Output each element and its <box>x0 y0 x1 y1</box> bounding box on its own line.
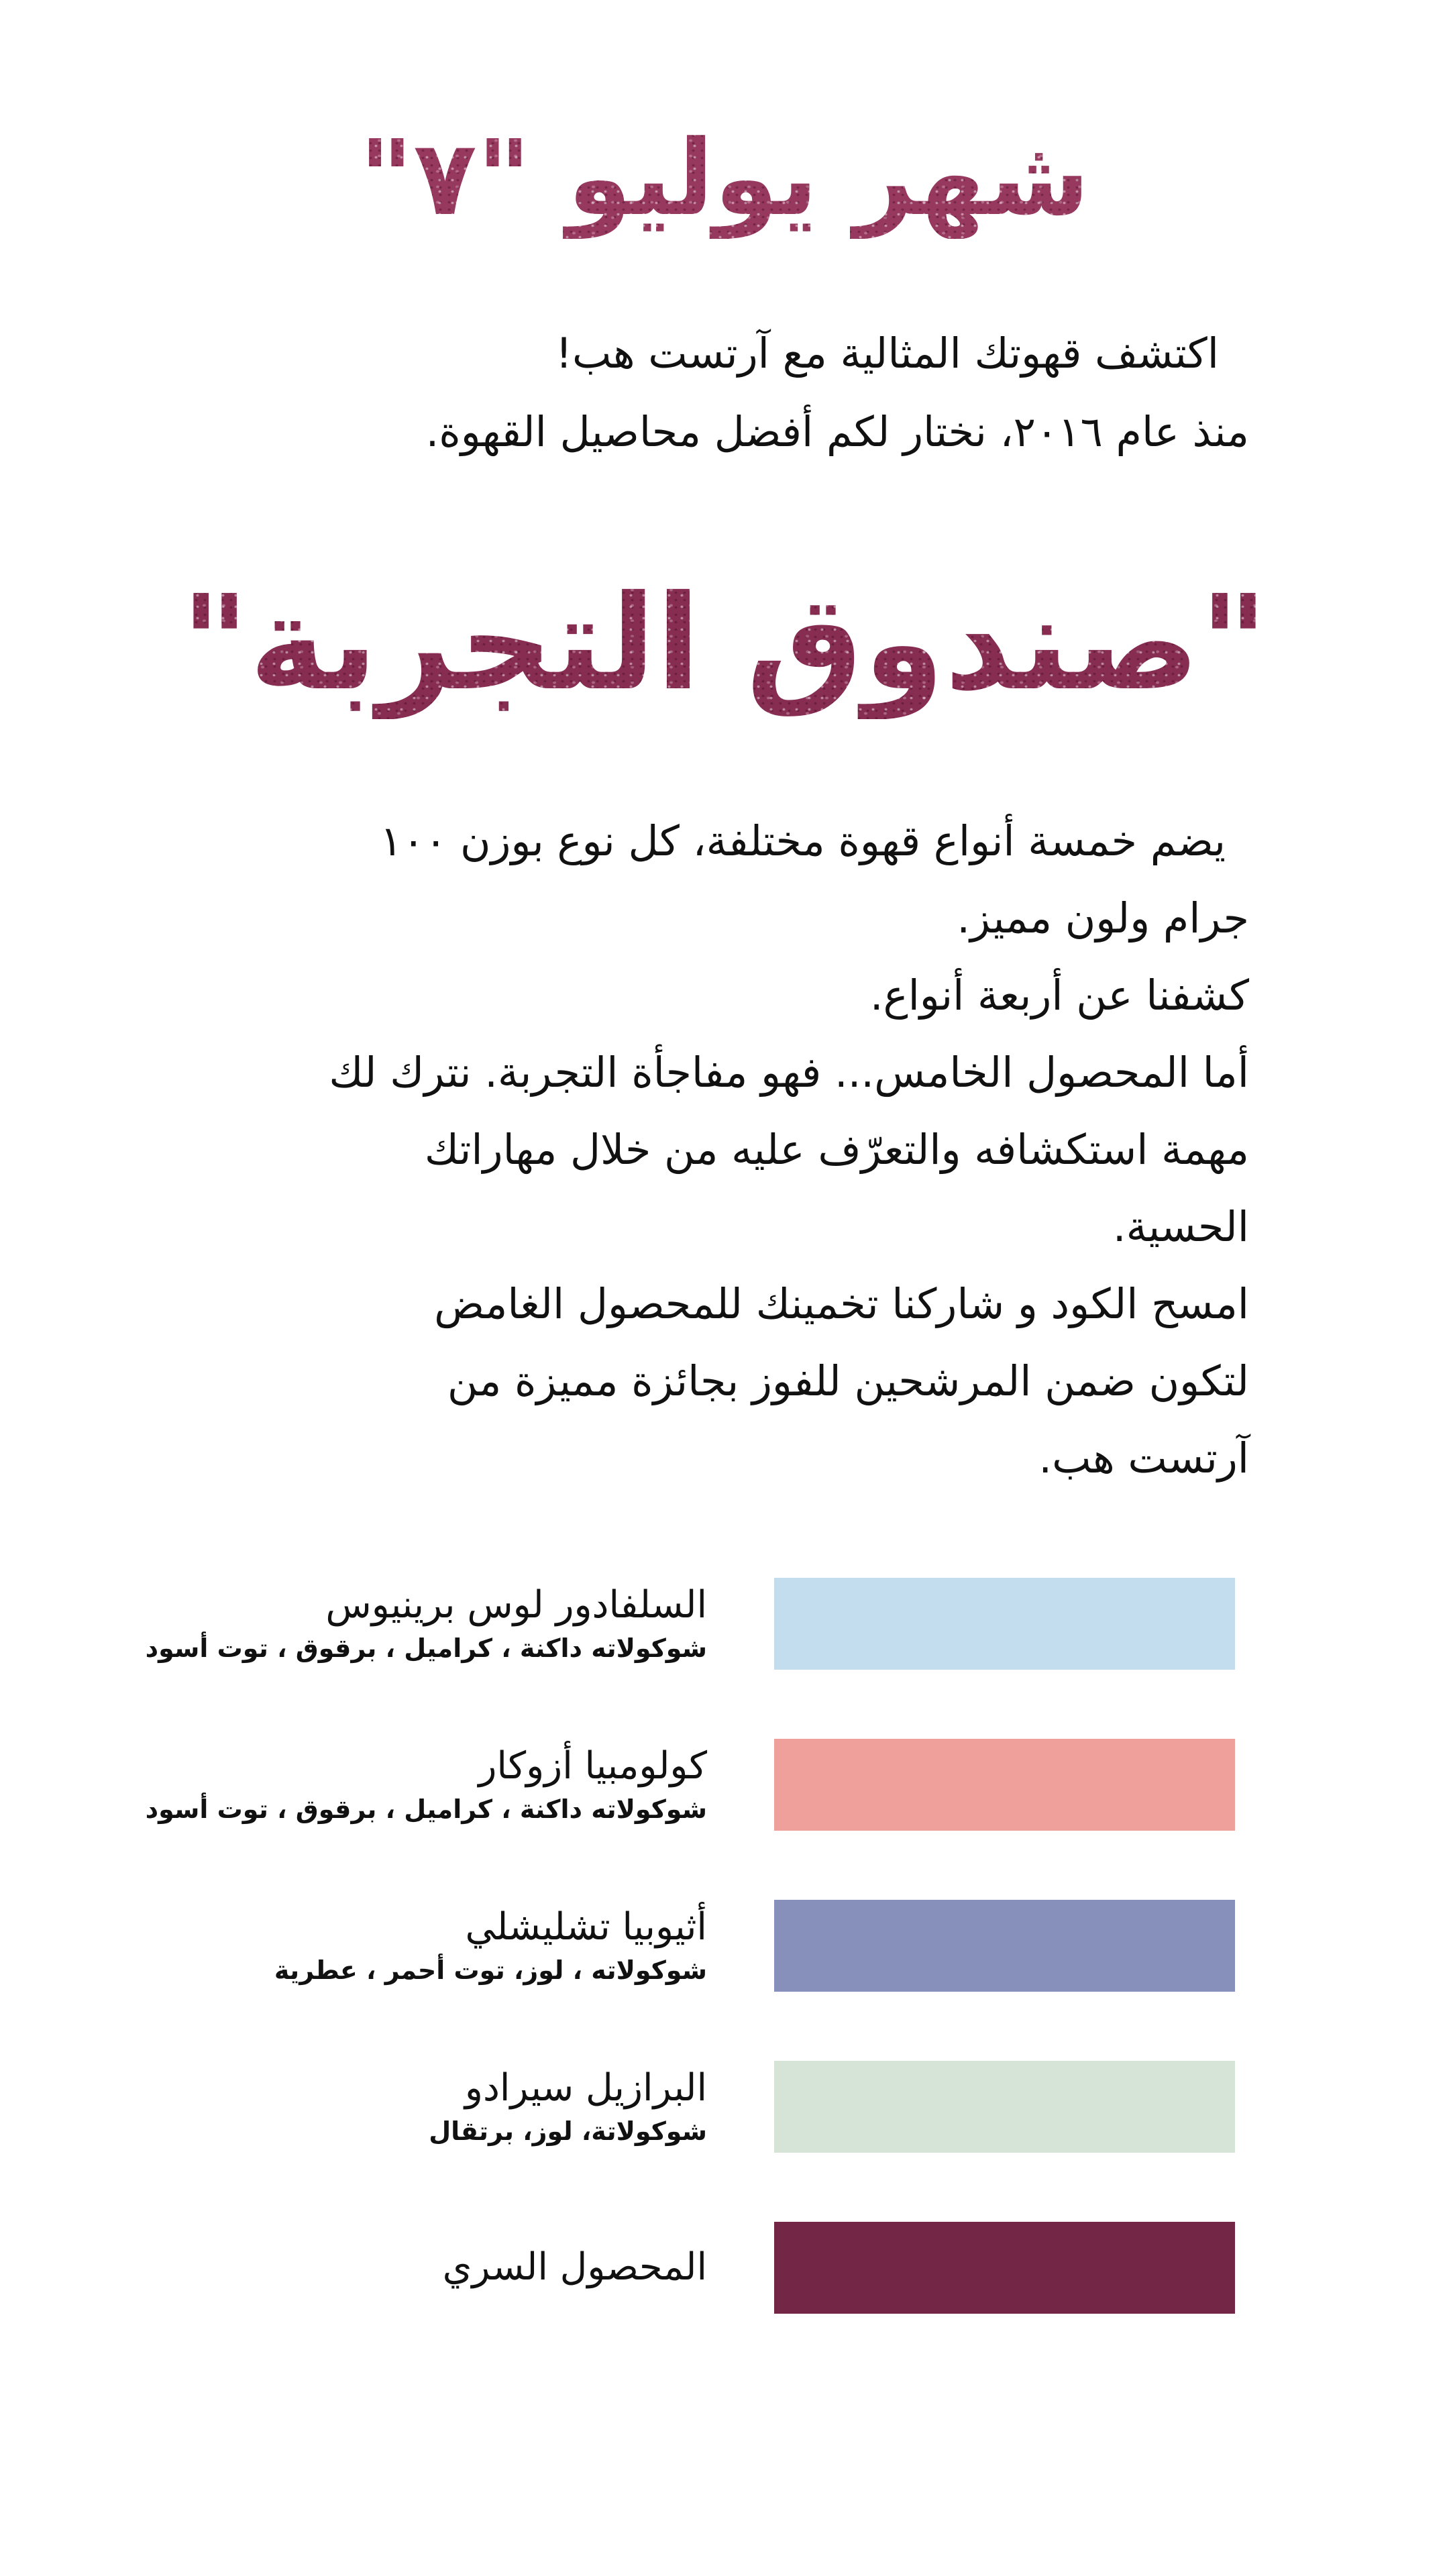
coffee-list-item <box>80 2222 1235 2314</box>
description-paragraph <box>80 802 1249 1497</box>
coffee-item-text <box>274 1906 707 1986</box>
coffee-item-text <box>146 1584 707 1664</box>
description-line: آرتست هب. <box>1038 1434 1249 1483</box>
coffee-name: السلفادور لوس برينيوس <box>325 1582 707 1627</box>
coffee-tasting-notes: شوكولاتة، لوز، برتقال <box>429 2116 707 2146</box>
coffee-name: أثيوبيا تشليشلي <box>465 1904 707 1949</box>
coffee-tasting-notes: شوكولاته داكنة ، كراميل ، برقوق ، توت أسود <box>145 1633 707 1663</box>
coffee-item-text <box>429 2067 707 2147</box>
coffee-color-swatch <box>774 2061 1235 2153</box>
coffee-tasting-notes: شوكولاته ، لوز، توت أحمر ، عطرية <box>274 1955 707 1985</box>
description-line: الحسية. <box>1112 1202 1249 1251</box>
coffee-color-swatch <box>774 2222 1235 2314</box>
description-line: امسح الكود و شاركنا تخمينك للمحصول الغامض <box>434 1279 1249 1328</box>
intro-paragraph <box>80 314 1249 471</box>
coffee-name: المحصول السري <box>442 2245 707 2290</box>
description-line: كشفنا عن أربعة أنواع. <box>869 971 1249 1020</box>
description-line: جرام ولون مميز. <box>957 894 1249 943</box>
intro-line: اكتشف قهوتك المثالية مع آرتست هب! <box>555 329 1219 378</box>
coffee-item-text <box>443 2246 707 2289</box>
coffee-color-swatch <box>774 1578 1235 1670</box>
description-line: مهمة استكشافه والتعرّف عليه من خلال مهاراتك <box>424 1125 1249 1174</box>
coffee-list-item <box>80 1900 1235 1992</box>
coffee-list-item <box>80 2061 1235 2153</box>
month-title: شهر يوليو "٧" <box>0 117 1449 239</box>
coffee-name: كولومبيا أزوكار <box>478 1743 707 1788</box>
coffee-name: البرازيل سيرادو <box>464 2065 707 2110</box>
description-line: لتكون ضمن المرشحين للفوز بجائزة مميزة من <box>447 1356 1249 1405</box>
coffee-list <box>80 1578 1235 2383</box>
coffee-tasting-notes: شوكولاته داكنة ، كراميل ، برقوق ، توت أسود <box>145 1794 707 1824</box>
coffee-item-text <box>146 1745 707 1825</box>
intro-line: منذ عام ٢٠١٦، نختار لكم أفضل محاصيل القهوة. <box>425 407 1249 456</box>
description-line: أما المحصول الخامس... فهو مفاجأة التجربة. نترك لك <box>329 1048 1249 1097</box>
coffee-list-item <box>80 1578 1235 1670</box>
coffee-color-swatch <box>774 1739 1235 1831</box>
coffee-list-item <box>80 1739 1235 1831</box>
coffee-color-swatch <box>774 1900 1235 1992</box>
experience-box-title: "صندوق التجربة" <box>0 567 1449 719</box>
description-line: يضم خمسة أنواع قهوة مختلفة، كل نوع بوزن ١٠٠ <box>380 816 1226 865</box>
